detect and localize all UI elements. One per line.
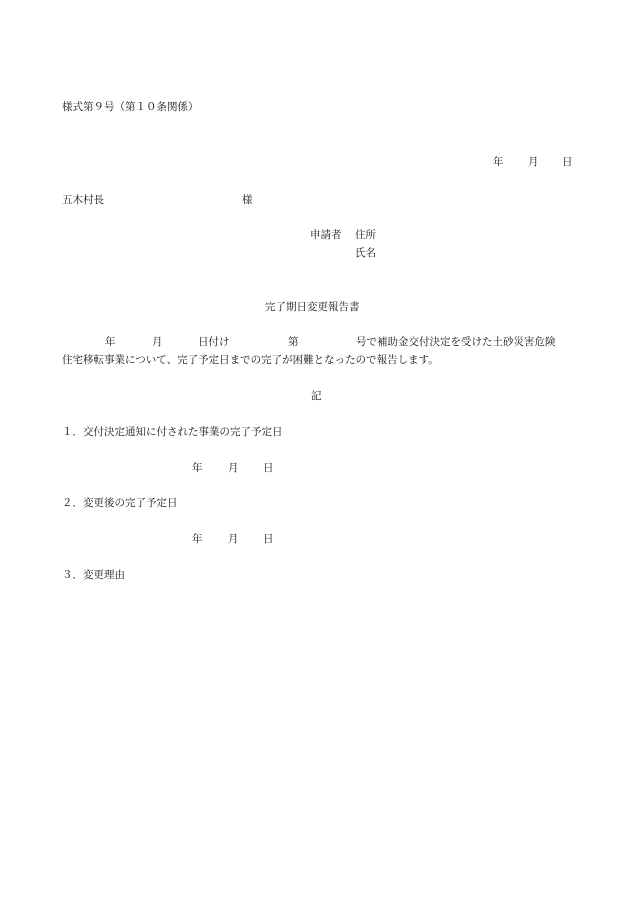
item-2-day: 日: [263, 533, 274, 545]
date-day: 日: [562, 156, 573, 168]
applicant-label: 申請者: [310, 229, 342, 241]
item-1-month: 月: [228, 462, 239, 474]
addressee-honorific: 様: [242, 194, 253, 206]
ki-label: 記: [311, 390, 322, 402]
addressee-name: 五木村長: [62, 194, 104, 206]
form-number: 様式第９号（第１０条関係）: [62, 101, 199, 113]
body-year: 年: [105, 336, 116, 348]
item-2-month: 月: [228, 533, 239, 545]
applicant-name-label: 氏名: [355, 247, 376, 259]
item-2-year: 年: [192, 533, 203, 545]
date-year: 年: [493, 156, 504, 168]
item-3-label: ３．変更理由: [62, 569, 125, 581]
body-line2: 住宅移転事業について、完了予定日までの完了が困難となったので報告します。: [62, 354, 439, 366]
body-line1-rest: 号で補助金交付決定を受けた土砂災害危険: [356, 336, 556, 348]
date-month: 月: [528, 156, 539, 168]
body-number-prefix: 第: [288, 336, 299, 348]
item-1-year: 年: [192, 462, 203, 474]
body-month: 月: [152, 336, 163, 348]
body-date-suffix: 日付け: [198, 336, 230, 348]
document-title: 完了期日変更報告書: [265, 301, 360, 313]
item-2-label: ２．変更後の完了予定日: [62, 497, 178, 509]
item-1-day: 日: [263, 462, 274, 474]
item-1-label: １．交付決定通知に付された事業の完了予定日: [62, 426, 283, 438]
applicant-address-label: 住所: [355, 229, 376, 241]
